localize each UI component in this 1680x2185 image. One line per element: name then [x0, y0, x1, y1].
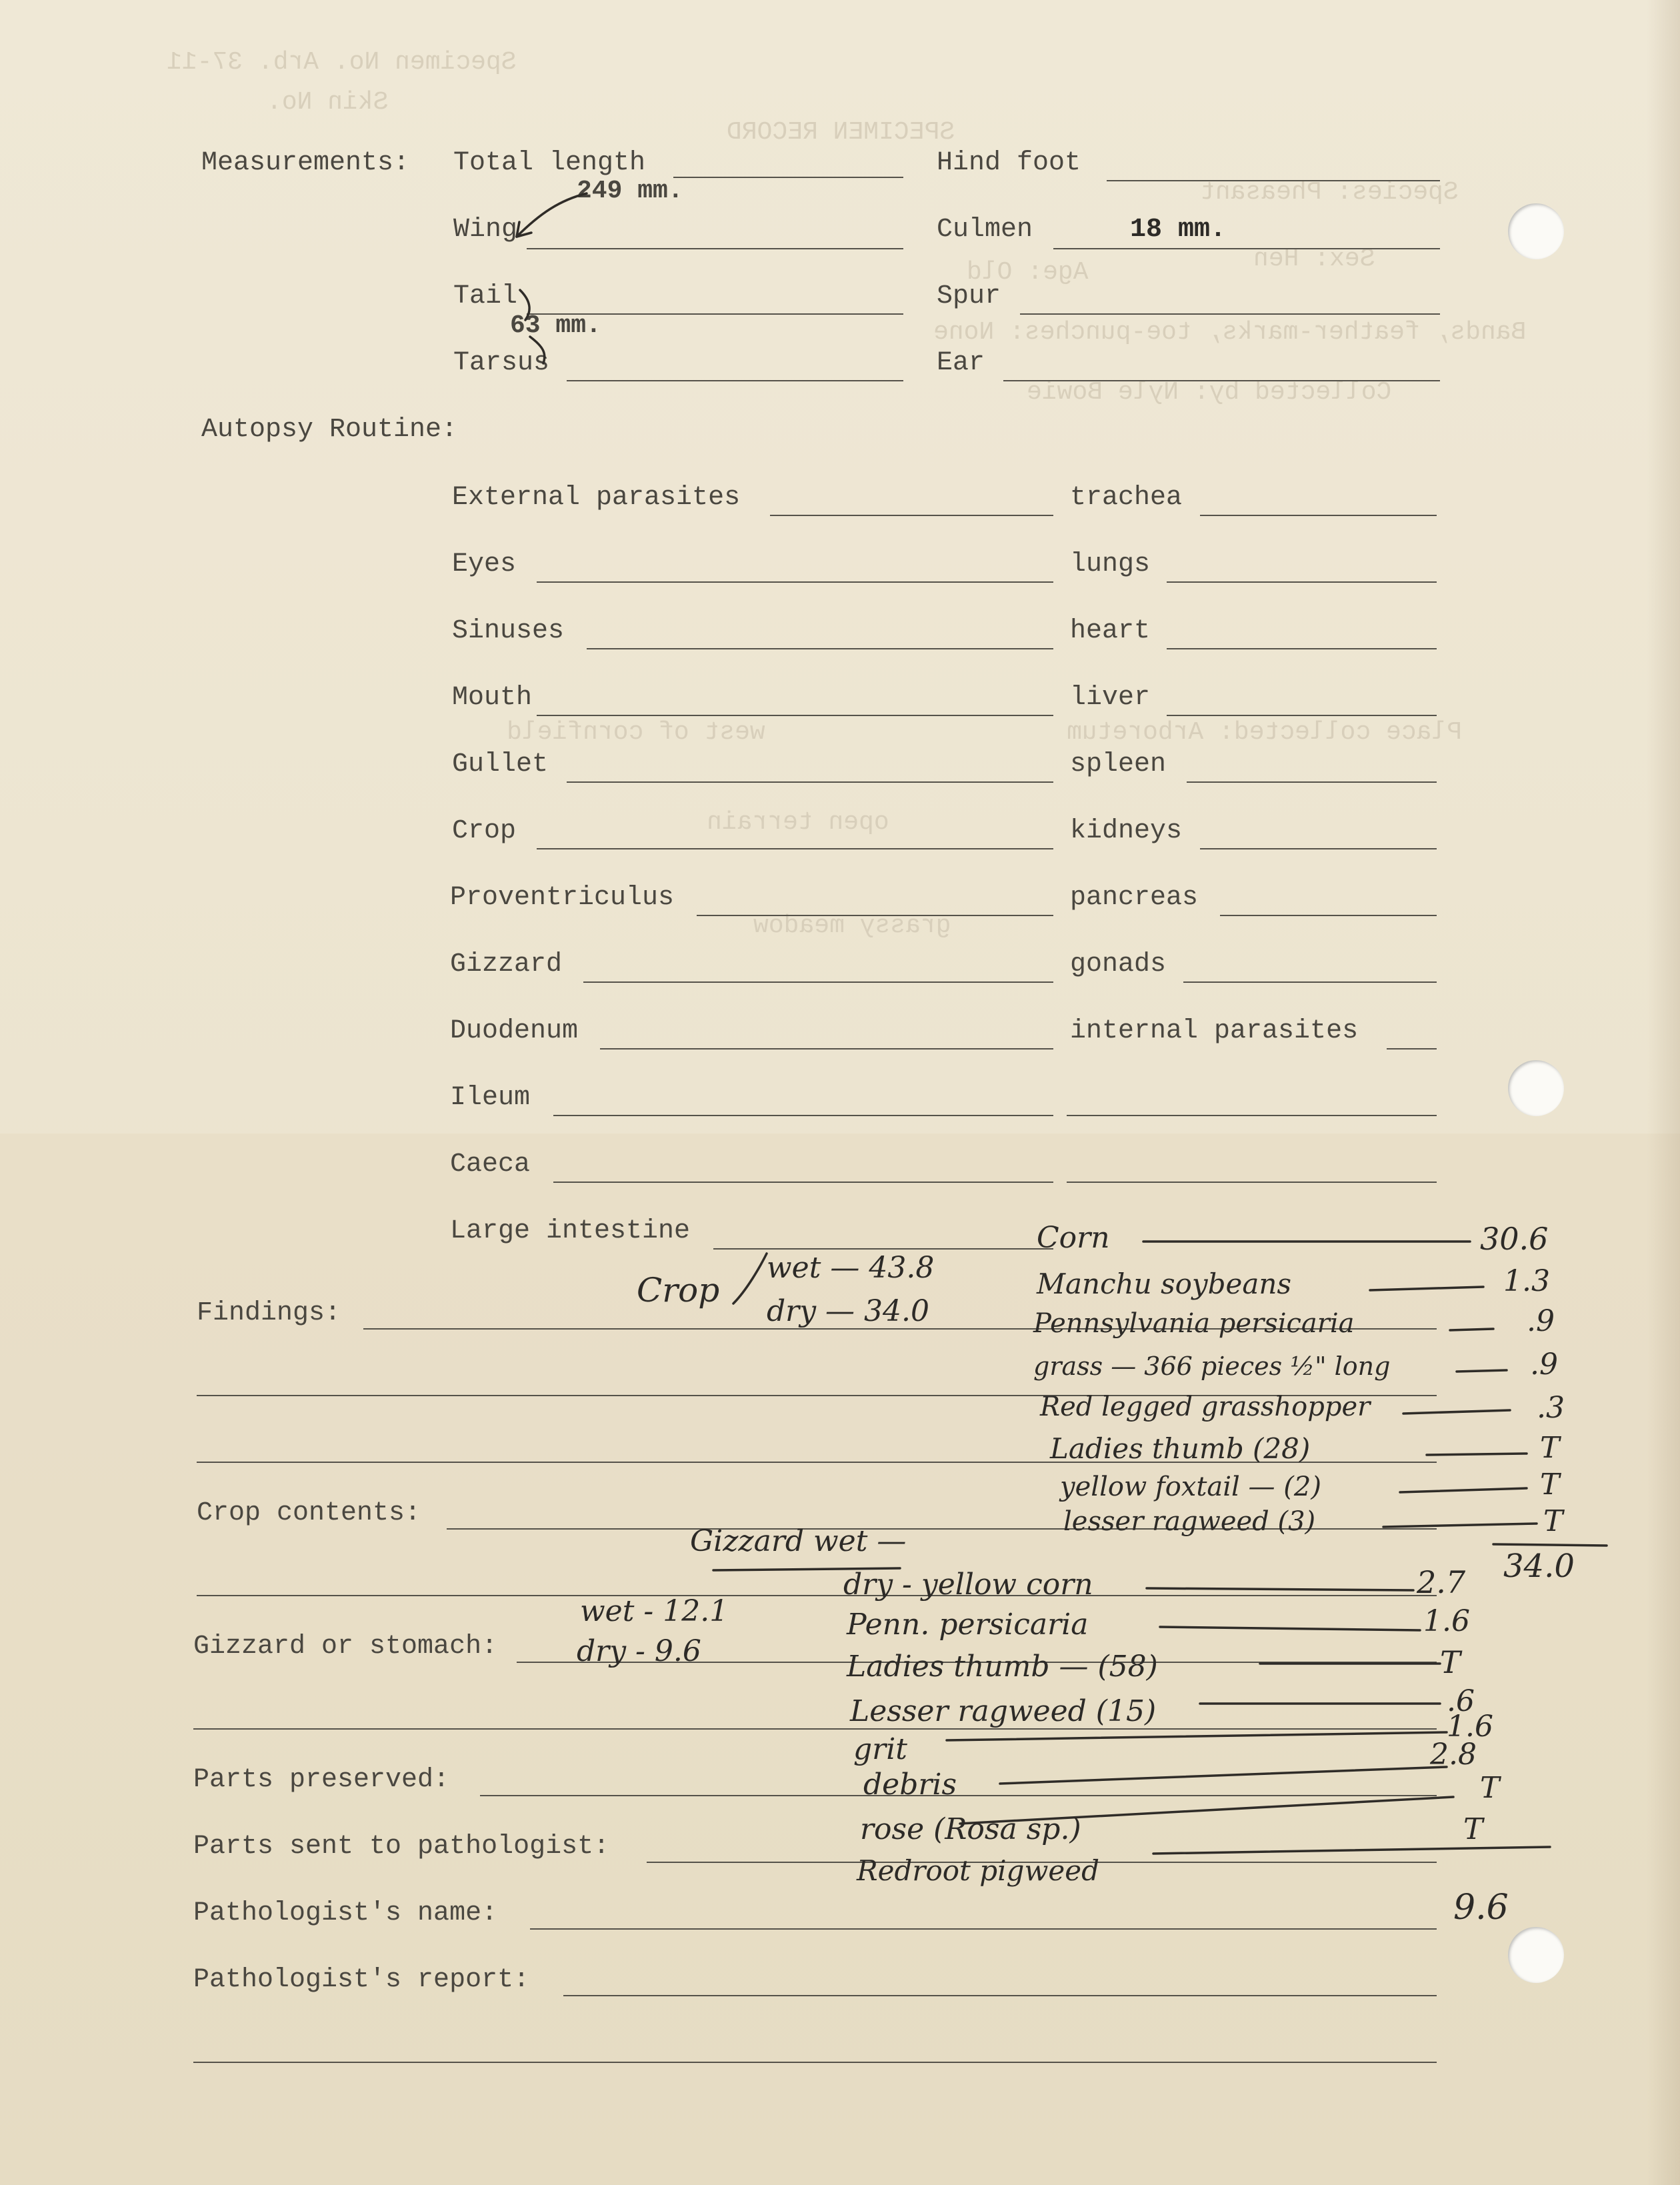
tarsus-label: Tarsus	[453, 348, 550, 378]
parts-preserved-label: Parts preserved:	[193, 1765, 450, 1795]
autopsy-item-gizzard: Gizzard	[450, 949, 563, 979]
tail-arrow	[520, 290, 529, 320]
tail-label: Tail	[453, 281, 518, 311]
bleed-age: Age: Old	[967, 258, 1089, 287]
crop-brace	[733, 1254, 767, 1304]
bleed-title: SPECIMEN RECORD	[727, 118, 955, 147]
hw-gizzard-value: 2.7	[1417, 1564, 1466, 1600]
bleed-skin-no: Skin No.	[267, 88, 389, 117]
autopsy-routine-label: Autopsy Routine:	[201, 415, 458, 445]
hw-crop-dry: dry — 34.0	[767, 1294, 929, 1328]
autopsy-item-mouth: Mouth	[452, 683, 533, 713]
tail-value: 63 mm.	[510, 311, 601, 340]
hw-gizzard-dry: dry - 9.6	[577, 1634, 701, 1668]
autopsy-item-heart: heart	[1070, 616, 1151, 646]
bleed-sex: Sex: Hen	[1253, 245, 1375, 273]
parts-sent-label: Parts sent to pathologist:	[193, 1832, 610, 1862]
hw-gizzard-item: Ladies thumb — (58)	[847, 1650, 1158, 1684]
autopsy-item-large-intestine: Large intestine	[450, 1216, 691, 1246]
hw-crop-value: .9	[1527, 1304, 1555, 1338]
autopsy-item-sinuses: Sinuses	[452, 616, 565, 646]
hw-crop-total: 34.0	[1503, 1548, 1575, 1585]
hw-gizzard-word: Gizzard wet —	[690, 1524, 907, 1558]
crop-line-ragweed	[1383, 1524, 1537, 1527]
autopsy-item-ileum: Ileum	[450, 1083, 531, 1113]
hw-crop-word: Crop	[637, 1271, 720, 1310]
hw-crop-item: Ladies thumb (28)	[1050, 1432, 1311, 1465]
bleed-species: Species: Pheasant	[1200, 178, 1459, 207]
crop-line-grasshopper	[1403, 1410, 1510, 1414]
bleed-west: west of cornfield	[507, 718, 765, 747]
hw-crop-value: 1.3	[1503, 1264, 1550, 1298]
hw-crop-item: Red legged grasshopper	[1040, 1392, 1371, 1422]
hw-gizzard-wet: wet - 12.1	[580, 1594, 729, 1628]
hw-crop-item: Corn	[1037, 1221, 1110, 1255]
hw-gizzard-item: dry - yellow corn	[843, 1568, 1093, 1602]
hind-foot-label: Hind foot	[937, 148, 1081, 178]
bleed-habitat: open terrain	[707, 808, 889, 837]
hw-gizzard-item: grit	[853, 1732, 907, 1766]
hw-crop-value: T	[1543, 1504, 1563, 1538]
hw-crop-value: T	[1540, 1431, 1560, 1465]
hw-gizzard-item: Redroot pigweed	[857, 1854, 1099, 1887]
autopsy-item-duodenum: Duodenum	[450, 1016, 579, 1046]
pathologist-report-label: Pathologist's report:	[193, 1965, 530, 1995]
autopsy-item-proventriculus: Proventriculus	[450, 883, 675, 913]
total-length-arrow	[517, 193, 587, 237]
hw-crop-item: Manchu soybeans	[1037, 1268, 1292, 1300]
hw-gizzard-value: .6	[1447, 1684, 1475, 1718]
culmen-value: 18 mm.	[1130, 215, 1227, 245]
hw-crop-item: grass — 366 pieces ½" long	[1033, 1352, 1391, 1381]
gizzard-or-stomach-label: Gizzard or stomach:	[193, 1632, 498, 1662]
hw-gizzard-item: Lesser ragweed (15)	[850, 1694, 1157, 1728]
hw-gizzard-value: T	[1440, 1644, 1461, 1680]
autopsy-item-caeca: Caeca	[450, 1150, 531, 1180]
giz-line-corn	[1147, 1588, 1413, 1590]
hw-crop-value: .9	[1530, 1348, 1558, 1382]
tarsus-arrow	[530, 337, 545, 363]
pathologist-name-label: Pathologist's name:	[193, 1898, 498, 1928]
bleed-place: Place collected: Arboretum	[1067, 718, 1462, 747]
autopsy-item-gullet: Gullet	[452, 749, 549, 779]
hw-crop-value: T	[1540, 1468, 1560, 1502]
giz-line-persicaria	[1160, 1627, 1420, 1630]
giz-line-debris	[1000, 1767, 1447, 1784]
bleed-grassy: grassy meadow	[753, 911, 951, 940]
hw-crop-item: Pennsylvania persicaria	[1033, 1308, 1355, 1339]
findings-label: Findings:	[197, 1298, 341, 1328]
autopsy-item-eyes: Eyes	[452, 549, 517, 579]
hw-gizzard-item: debris	[863, 1768, 957, 1802]
ear-label: Ear	[937, 348, 985, 378]
bleed-collected: Collected by: Nyle Bowie	[1027, 378, 1392, 407]
autopsy-item-liver: liver	[1070, 683, 1151, 713]
autopsy-item-gonads: gonads	[1070, 949, 1167, 979]
hw-gizzard-value: 1.6	[1423, 1604, 1470, 1638]
hw-gizzard-item: Penn. persicaria	[847, 1608, 1089, 1642]
autopsy-item-pancreas: pancreas	[1070, 883, 1199, 913]
culmen-label: Culmen	[937, 215, 1033, 245]
hw-crop-item: lesser ragweed (3)	[1063, 1506, 1316, 1537]
autopsy-item-trachea: trachea	[1070, 483, 1183, 513]
autopsy-item-lungs: lungs	[1070, 549, 1151, 579]
hw-gizzard-item: rose (Rosa sp.)	[860, 1812, 1081, 1846]
hw-crop-item: yellow foxtail — (2)	[1060, 1472, 1321, 1502]
crop-line-persicaria	[1450, 1329, 1493, 1330]
spur-label: Spur	[937, 281, 1001, 311]
crop-line-soy	[1370, 1287, 1483, 1290]
autopsy-item-external-parasites: External parasites	[452, 483, 741, 513]
hw-crop-value: .3	[1537, 1391, 1565, 1425]
hw-gizzard-value: T	[1480, 1771, 1500, 1805]
total-length-label: Total length	[453, 148, 646, 178]
autopsy-item-spleen: spleen	[1070, 749, 1167, 779]
giz-line-grit	[947, 1732, 1447, 1740]
hw-gizzard-value: 2.8	[1430, 1738, 1477, 1772]
hw-gizzard-value: 1.6	[1447, 1710, 1493, 1744]
measurements-label: Measurements:	[201, 148, 410, 178]
crop-line-ladies	[1427, 1454, 1527, 1455]
autopsy-item-internal-parasites: internal parasites	[1070, 1016, 1359, 1046]
crop-total-underline	[1493, 1544, 1607, 1546]
crop-contents-label: Crop contents:	[197, 1498, 421, 1528]
crop-line-grass	[1457, 1370, 1507, 1372]
crop-line-foxtail	[1400, 1488, 1527, 1492]
wing-label: Wing	[453, 215, 518, 245]
bleed-bands: Bands, feather-marks, toe-punches: None	[933, 318, 1527, 347]
bleed-specimen-no: Specimen No. Arb. 37-11	[167, 48, 517, 77]
hw-gizzard-total: 9.6	[1453, 1888, 1509, 1928]
autopsy-item-kidneys: kidneys	[1070, 816, 1183, 846]
hw-gizzard-value: T	[1463, 1812, 1483, 1846]
hw-crop-wet: wet — 43.8	[767, 1251, 935, 1285]
total-length-value: 249 mm.	[577, 177, 683, 205]
hw-crop-value: 30.6	[1480, 1221, 1549, 1257]
autopsy-item-crop: Crop	[452, 816, 517, 846]
giz-line-pigweed	[1153, 1847, 1550, 1854]
